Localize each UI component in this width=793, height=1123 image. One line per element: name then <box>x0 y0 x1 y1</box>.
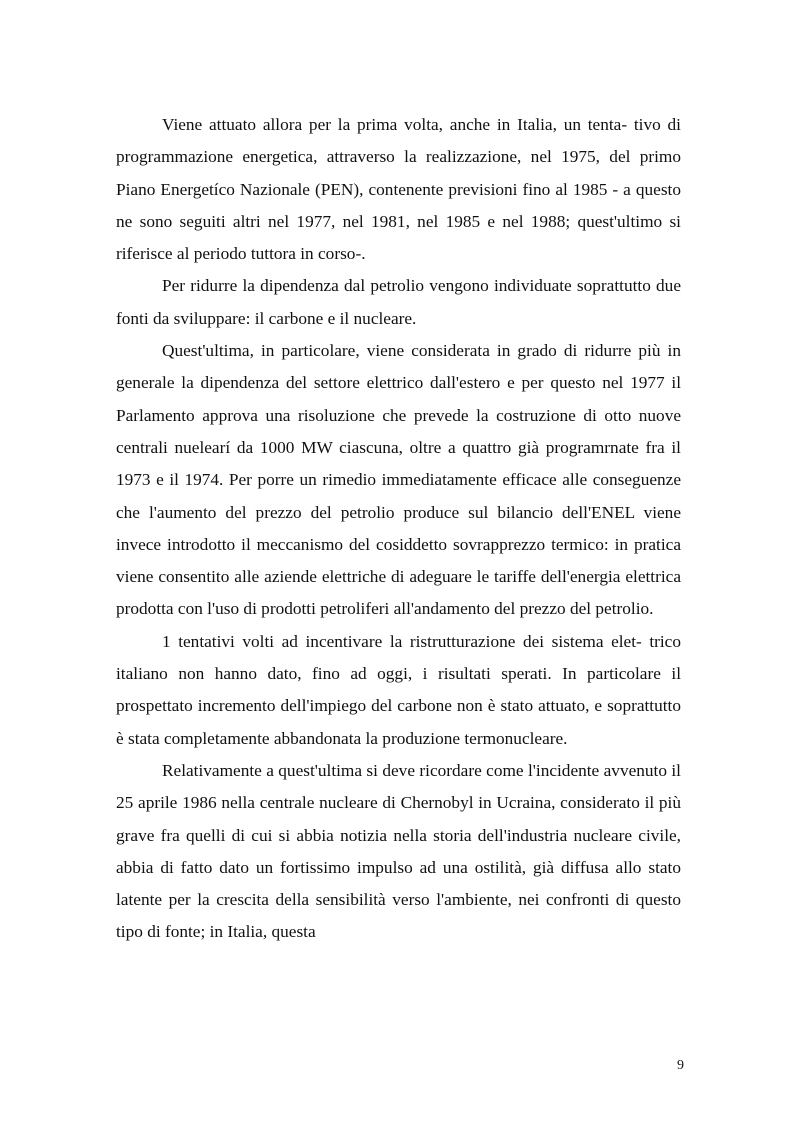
paragraph-nucleare: Quest'ultima, in particolare, viene considerata in grado di ridurre più in generale la dipendenza del settore elettrico dall'estero e per questo nel 1977 il Parlamento approva una risoluzione che prevede la costruzione di otto nuove centrali nuelearí da 1000 MW ciascuna, oltre a quattro già programrnate fra il 1973 e il 1974. Per porre un rimedio immediatamente efficace alle conseguenze che l'aumento del prezzo del petrolio produce sul bilancio dell'ENEL viene invece introdotto il meccanismo del cosiddetto sovrapprezzo termico: in pratica viene consentito alle aziende elettriche di adeguare le tariffe dell'energia elettrica prodotta con l'uso di prodotti petroliferi all'andamento del prezzo del petrolio. <box>116 341 681 619</box>
page-number: 9 <box>677 1058 684 1073</box>
paragraph-chernobyl: Relativamente a quest'ultima si deve ricordare come l'incidente avvenuto il 25 aprile 1986 nella centrale nucleare di Chernobyl in Ucraina, considerato il più grave fra quelli di cui si abbia notizia nella storia dell'industria nucleare civile, abbia di fatto dato un fortissimo impulso ad una ostilità, già diffusa allo stato latente per la crescita della sensibilità verso l'ambiente, nei confronti di questo tipo di fonte; in Italia, questa <box>116 760 681 942</box>
paragraph-pen: Viene attuato allora per la prima volta, anche in Italia, un tenta- tivo di programmazione energetica, attraverso la realizzazione, nel 1975, del primo Piano Energetíco Nazionale (PEN), contenente previsioni fino al 1985 - a questo ne sono seguiti altri nel 1977, nel 1981, nel 1985 e nel 1988; quest'ultimo si riferisce al periodo tuttora in corso-. <box>116 115 681 264</box>
paragraph-ristrutturazione: 1 tentativi volti ad incentivare la ristrutturazione dei sistema elet- trico italiano non hanno dato, fino ad oggi, i risultati sperati. In particolare il prospettato incremento dell'impiego del carbone non è stato attuato, e soprattutto è stata completamente abbandonata la produzione termonucleare. <box>116 631 681 748</box>
paragraph-dipendenza: Per ridurre la dipendenza dal petrolio vengono individuate soprattutto due fonti da sviluppare: il carbone e il nucleare. <box>116 276 681 328</box>
body-text <box>116 109 681 949</box>
